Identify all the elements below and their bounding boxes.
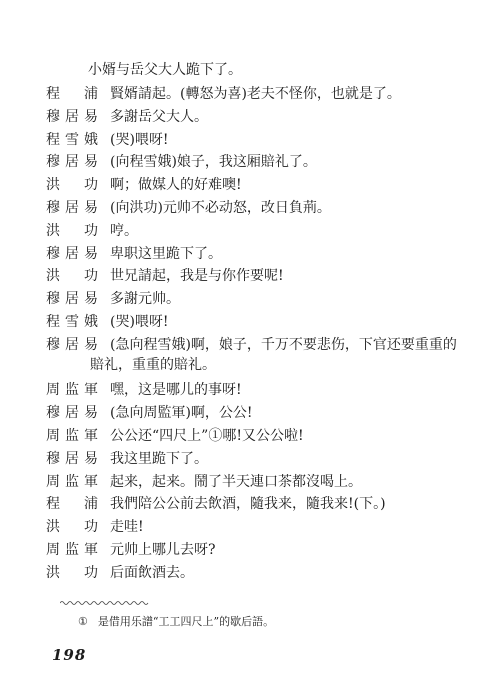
dialogue-line (46, 517, 466, 540)
speaker-name: 穆居易 (46, 450, 98, 467)
speech-main: 嘿，这是哪儿的事呀! (110, 382, 242, 399)
dialogue-line (46, 152, 466, 175)
speech-main: 我們陪公公前去飲酒，隨我来，隨我来!(下。) (110, 496, 386, 513)
speaker-name: 洪 功 (46, 177, 98, 194)
dialogue-line (46, 84, 466, 107)
dialogue-line (46, 312, 466, 335)
speech-main: 多謝岳父大人。 (110, 108, 208, 125)
speaker-name: 穆居易 (46, 245, 98, 262)
dialogue-line (46, 540, 466, 563)
speech-text (110, 403, 466, 423)
footnote-mark: ① (78, 615, 88, 628)
dialogue-line (46, 403, 466, 426)
speech-main: 卑职这里跪下了。 (110, 245, 222, 262)
speech-main: 世兄請起，我是与你作要呢! (110, 268, 284, 285)
dialogue-line (46, 494, 466, 517)
speech-main: 我这里跪下了。 (110, 450, 208, 467)
speech-main: 起来，起来。鬧了半天連口茶都沒喝上。 (110, 473, 362, 490)
dialogue-line (46, 266, 466, 289)
speaker-name: 穆居易 (46, 291, 98, 308)
dialogue-line (46, 175, 466, 198)
speech-text (110, 130, 466, 150)
speech-text (110, 266, 466, 286)
speech-text (110, 107, 466, 127)
speaker-name: 洪 功 (46, 564, 98, 581)
speech-main: (急向周監軍)啊，公公! (110, 405, 253, 422)
footnote-separator (60, 600, 150, 606)
speaker-name: 穆居易 (46, 336, 98, 353)
speaker-name: 洪 功 (46, 222, 98, 239)
dialogue-line (46, 130, 466, 153)
dialogue-line (46, 221, 466, 244)
speech-main: 啊；做媒人的好难噢! (110, 177, 242, 194)
dialogue-line (46, 289, 466, 312)
dialogue-line (46, 380, 466, 403)
speech-text (110, 563, 466, 583)
speech-text (110, 494, 466, 514)
speaker-name: 程雪娥 (46, 131, 98, 148)
speech-main: 元帅上哪儿去呀? (110, 541, 216, 558)
speaker-name: 周监軍 (46, 427, 98, 444)
speech-text (110, 84, 466, 104)
dialogue-line (46, 563, 466, 586)
speech-text (110, 221, 466, 241)
speech-main: (哭)喂呀! (110, 131, 169, 148)
speech-text (110, 198, 466, 218)
speech-main: (急向程雪娥)啊，娘子，千万不要悲伤，下官还要重重的 (110, 336, 457, 353)
speaker-name: 程雪娥 (46, 313, 98, 330)
speaker-name: 程 浦 (46, 86, 98, 102)
dialogue-line (46, 426, 466, 449)
speech-main: 哼。 (110, 222, 138, 239)
speaker-name: 穆居易 (46, 108, 98, 125)
speech-main: (向程雪娥)娘子，我这厢賠礼了。 (110, 154, 317, 171)
speaker-name: 洪 功 (46, 519, 98, 536)
intro-line: 小婿与岳父大人跪下了。 (88, 62, 242, 78)
speech-main: 多謝元帅。 (110, 291, 180, 308)
footnote-text: 是借用乐譜“工工四尺上”的歇后語。 (97, 615, 275, 628)
speaker-name: 穆居易 (46, 154, 98, 171)
speech-text (90, 335, 466, 375)
speech-main: 賢婿請起。(轉怒为喜)老夫不怪你，也就是了。 (110, 86, 401, 102)
speech-main: (哭)喂呀! (110, 313, 169, 330)
speech-text (110, 312, 466, 332)
dialogue-line (46, 198, 466, 221)
speech-text (110, 449, 466, 469)
speech-text (110, 289, 466, 309)
dialogue-line (46, 449, 466, 472)
dialogue-line (46, 472, 466, 495)
speech-main: 走哇! (110, 519, 144, 536)
speech-main: (向洪功)元帅不必动怒，改日負荊。 (110, 199, 331, 216)
speaker-name: 洪 功 (46, 268, 98, 285)
speech-text (110, 175, 466, 195)
footnote (78, 614, 274, 630)
speech-text (110, 540, 466, 560)
speech-text (110, 517, 466, 537)
speaker-name: 穆居易 (46, 199, 98, 216)
speaker-name: 周监軍 (46, 541, 98, 558)
dialogue-line (46, 335, 466, 381)
speaker-name: 周监軍 (46, 382, 98, 399)
dialogue-block (46, 84, 466, 586)
speaker-name: 周监軍 (46, 473, 98, 490)
speech-text (110, 244, 466, 264)
speaker-name: 程 浦 (46, 496, 98, 513)
speech-main: 公公还“四尺上”①哪!又公公啦! (110, 427, 304, 444)
speech-text (110, 426, 466, 446)
speech-text (110, 380, 466, 400)
speech-text (110, 472, 466, 492)
dialogue-line (46, 244, 466, 267)
speech-text (110, 152, 466, 172)
speech-continuation: 賠礼，重重的賠礼。 (90, 356, 216, 373)
dialogue-line (46, 107, 466, 130)
page-number: 198 (52, 646, 87, 664)
speech-main: 后面飲酒去。 (110, 564, 194, 581)
speaker-name: 穆居易 (46, 405, 98, 422)
